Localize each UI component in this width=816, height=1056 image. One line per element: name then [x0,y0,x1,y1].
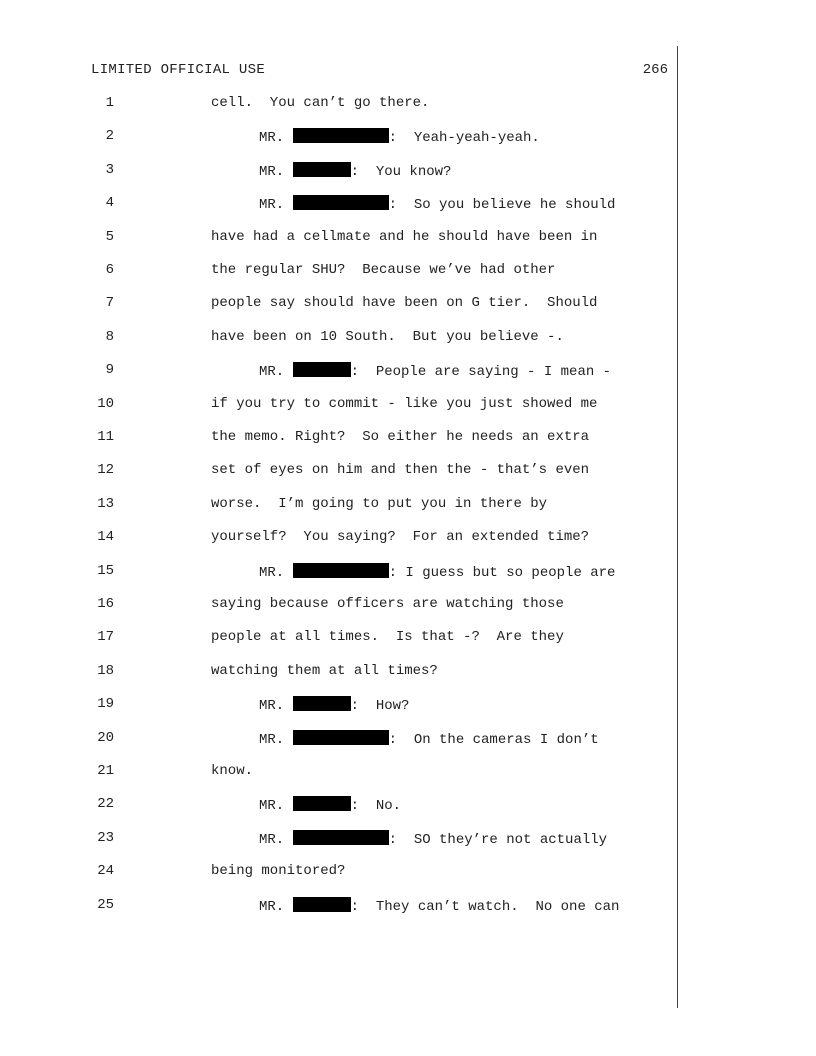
line-text: know. [211,763,254,779]
line-number: 7 [105,295,114,312]
speaker-line [259,730,599,748]
redaction-bar [293,195,389,210]
line-number: 6 [105,262,114,278]
page-number: 266 [642,62,668,78]
spoken-text: : You know? [350,163,452,180]
redaction-bar [293,730,389,745]
line-text: set of eyes on him and then the - that’s even [211,462,590,479]
speaker-title: MR. [259,698,293,715]
line-text: the regular SHU? Because we’ve had other [211,262,556,278]
speaker-line [259,696,409,714]
line-text: have had a cellmate and he should have been in [211,228,598,245]
line-number: 14 [97,529,114,546]
spoken-text: : How? [350,698,410,715]
speaker-line [259,796,401,814]
line-number: 2 [105,128,114,145]
speaker-title: MR. [259,831,293,848]
speaker-line [259,897,619,915]
line-number: 20 [97,729,114,746]
speaker-line [259,830,607,848]
line-number: 4 [105,195,114,212]
line-text: cell. You can’t go there. [211,95,430,111]
line-number: 3 [105,161,114,178]
spoken-text: : People are saying - I mean - [350,364,612,381]
line-number: 13 [97,495,114,512]
line-number: 9 [105,362,114,379]
speaker-title: MR. [259,564,293,581]
speaker-title: MR. [259,364,293,381]
line-text: worse. I’m going to put you in there by [211,495,548,512]
speaker-title: MR. [259,731,293,748]
speaker-line [259,362,611,380]
speaker-title: MR. [259,130,293,147]
line-number: 23 [97,829,114,846]
line-text: yourself? You saying? For an extended time? [211,529,590,546]
speaker-line [259,563,615,581]
line-text: have been on 10 South. But you believe -. [211,328,564,345]
line-number: 8 [105,328,114,345]
redaction-bar [293,796,351,811]
line-number: 11 [97,429,114,445]
line-text: people say should have been on G tier. Should [211,295,598,312]
line-text: if you try to commit - like you just showed me [211,395,598,412]
line-number: 24 [97,863,114,880]
redaction-bar [293,897,351,912]
line-text: saying because officers are watching those [211,596,564,612]
line-text: people at all times. Is that -? Are they [211,629,564,646]
line-number: 16 [97,596,114,612]
line-number: 19 [97,696,114,713]
line-number: 5 [105,228,114,245]
speaker-line [259,162,451,180]
speaker-line [259,128,540,146]
speaker-title: MR. [259,898,293,915]
redaction-bar [293,362,351,377]
line-number: 1 [105,95,114,111]
line-number: 17 [97,629,114,646]
redaction-bar [293,162,351,177]
line-text: the memo. Right? So either he needs an extra [211,429,590,445]
spoken-text: : SO they’re not actually [388,831,608,848]
spoken-text: : So you believe he should [388,197,616,214]
line-text: being monitored? [211,863,346,880]
spoken-text: : On the cameras I don’t [388,731,599,748]
redaction-bar [293,128,389,143]
spoken-text: : I guess but so people are [388,564,616,581]
speaker-title: MR. [259,163,293,180]
spoken-text: : They can’t watch. No one can [350,898,620,915]
line-number: 10 [97,395,114,412]
line-number: 22 [97,796,114,813]
spoken-text: : Yeah-yeah-yeah. [388,130,540,147]
speaker-title: MR. [259,197,293,214]
line-number: 18 [97,662,114,679]
line-number: 12 [97,462,114,479]
line-text: watching them at all times? [211,662,438,679]
spoken-text: : No. [350,798,402,815]
margin-rule [677,46,678,1008]
redaction-bar [293,696,351,711]
speaker-title: MR. [259,798,293,815]
page-classification-marking: LIMITED OFFICIAL USE [91,62,266,78]
redaction-bar [293,830,389,845]
speaker-line [259,195,615,213]
redaction-bar [293,563,389,578]
line-number: 25 [97,896,114,913]
line-number: 15 [97,562,114,579]
line-number: 21 [97,763,114,779]
